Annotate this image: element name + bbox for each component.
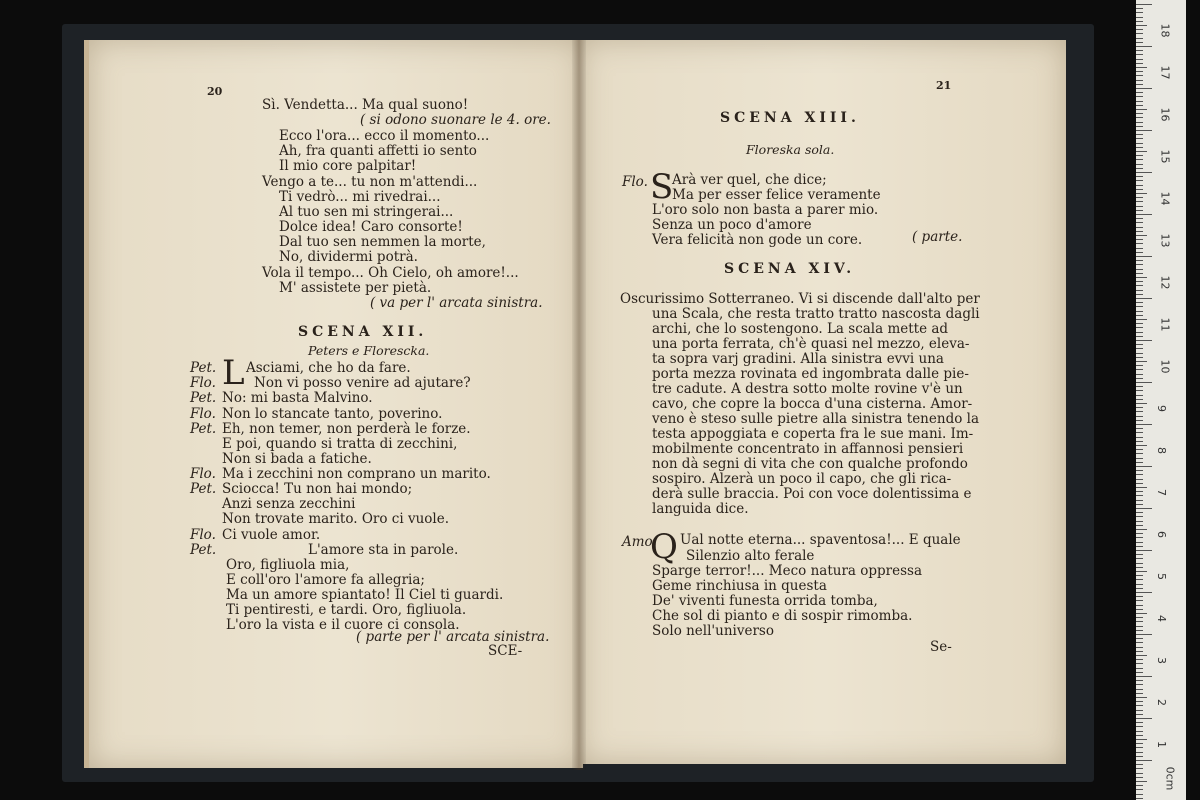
dialogue-line: Anzi senza zecchini <box>222 496 356 512</box>
prose-line: ta sopra varj gradini. Alla sinistra evvi una <box>652 351 944 367</box>
ruler-tick <box>1136 617 1143 618</box>
ruler-tick <box>1136 46 1152 47</box>
ruler-tick <box>1136 21 1143 22</box>
ruler-tick <box>1136 470 1143 471</box>
ruler-tick <box>1136 336 1143 337</box>
ruler-tick <box>1136 705 1143 706</box>
ruler-tick <box>1136 273 1143 274</box>
ruler-label: 16 <box>1158 107 1172 122</box>
ruler-tick <box>1136 248 1143 249</box>
verse-line: Senza un poco d'amore <box>652 217 812 233</box>
ruler-tick <box>1136 420 1143 421</box>
ruler-tick <box>1136 537 1143 538</box>
ruler-tick <box>1136 378 1143 379</box>
ruler-label: 3 <box>1155 657 1168 664</box>
ruler-tick <box>1136 180 1143 181</box>
scene-13-title: SCENA XIII. <box>720 110 860 126</box>
dialogue-line: Asciami, che ho da fare. <box>246 360 411 376</box>
ruler-tick <box>1136 235 1147 236</box>
prose-line: non dà segni di vita che con qualche profondo <box>652 456 968 472</box>
ruler-tick <box>1136 63 1143 64</box>
ruler-tick <box>1136 487 1147 488</box>
ruler-tick <box>1136 630 1143 631</box>
speaker-label: Pet. <box>190 421 217 437</box>
ruler-tick <box>1136 621 1143 622</box>
ruler-tick <box>1136 785 1143 786</box>
ruler-tick <box>1136 651 1143 652</box>
ruler-tick <box>1136 483 1143 484</box>
ruler-tick <box>1136 462 1143 463</box>
ruler-tick <box>1136 558 1143 559</box>
ruler-tick <box>1136 718 1152 719</box>
verse-line: Ual notte eterna... spaventosa!... E quale <box>680 532 961 548</box>
ruler-tick <box>1136 92 1143 93</box>
ruler-tick <box>1136 344 1143 345</box>
speaker-label: Pet. <box>190 542 217 558</box>
speaker-label: Flo. <box>190 375 216 391</box>
verse-line: Sì. Vendetta... Ma qual suono! <box>262 97 469 113</box>
ruler-label: 10 <box>1158 359 1172 374</box>
ruler-tick <box>1136 256 1152 257</box>
ruler-tick <box>1136 789 1143 790</box>
ruler-tick <box>1136 722 1143 723</box>
ruler-tick <box>1136 306 1143 307</box>
ruler-tick <box>1136 605 1143 606</box>
ruler-tick <box>1136 634 1152 635</box>
ruler-tick <box>1136 554 1143 555</box>
ruler-tick <box>1136 353 1143 354</box>
ruler-tick <box>1136 453 1143 454</box>
prose-line: archi, che lo sostengono. La scala mette ad <box>652 321 949 337</box>
verse-line: Ti vedrò... mi rivedrai... <box>279 189 441 205</box>
ruler-tick <box>1136 311 1143 312</box>
ruler-tick <box>1136 109 1147 110</box>
ruler-tick <box>1136 151 1147 152</box>
ruler-tick <box>1136 327 1143 328</box>
catchword-right: Se- <box>930 639 952 655</box>
ruler-label: 9 <box>1155 405 1168 412</box>
verse-line: Al tuo sen mi stringerai... <box>279 204 454 220</box>
ruler-tick <box>1136 428 1143 429</box>
ruler-tick <box>1136 348 1143 349</box>
ruler-tick <box>1136 25 1147 26</box>
ruler-tick <box>1136 424 1152 425</box>
ruler-tick <box>1136 445 1147 446</box>
dialogue-line: Ci vuole amor. <box>222 527 321 543</box>
dialogue-line: L'amore sta in parole. <box>308 542 459 558</box>
ruler-tick <box>1136 374 1143 375</box>
ruler-tick <box>1136 533 1143 534</box>
ruler-tick <box>1136 101 1143 102</box>
verse-line: Vera felicità non gode un core. <box>652 232 863 248</box>
ruler-tick <box>1136 67 1147 68</box>
ruler-tick <box>1136 449 1143 450</box>
ruler-tick <box>1136 365 1143 366</box>
ruler-label: 8 <box>1155 447 1168 454</box>
speaker-label: Flo. <box>190 466 216 482</box>
ruler-tick <box>1136 231 1143 232</box>
ruler-tick <box>1136 752 1143 753</box>
ruler-tick <box>1136 798 1143 799</box>
ruler-tick <box>1136 164 1143 165</box>
ruler-tick <box>1136 495 1143 496</box>
scene-12-title: SCENA XII. <box>298 324 428 340</box>
ruler-tick <box>1136 281 1143 282</box>
ruler-tick <box>1136 697 1147 698</box>
verse-line: Vola il tempo... Oh Cielo, oh amore!... <box>262 265 519 281</box>
ruler-tick <box>1136 130 1152 131</box>
ruler-label: 2 <box>1155 699 1168 706</box>
ruler-tick <box>1136 105 1143 106</box>
ruler-tick <box>1136 71 1143 72</box>
prose-line: mobilmente concentrato in affannosi pensieri <box>652 441 964 457</box>
prose-line: sospiro. Alzerà un poco il capo, che gli rica- <box>652 471 952 487</box>
ruler-tick <box>1136 210 1143 211</box>
dialogue-line: Non trovate marito. Oro ci vuole. <box>222 511 449 527</box>
ruler-tick <box>1136 159 1143 160</box>
ruler-tick <box>1136 600 1143 601</box>
ruler-tick <box>1136 466 1152 467</box>
ruler-tick <box>1136 626 1143 627</box>
prose-line: veno è steso sulle pietre alla sinistra tenendo la <box>652 411 979 427</box>
ruler-tick <box>1136 277 1147 278</box>
ruler-tick <box>1136 512 1143 513</box>
prose-line: derà sulle braccia. Poi con voce dolentissima e <box>652 486 972 502</box>
ruler-tick <box>1136 571 1147 572</box>
verse-line: Sparge terror!... Meco natura oppressa <box>652 563 923 579</box>
ruler-tick <box>1136 269 1143 270</box>
ruler-tick <box>1136 689 1143 690</box>
ruler-tick <box>1136 285 1143 286</box>
prose-line: cavo, che copre la bocca d'una cisterna. Amor- <box>652 396 973 412</box>
verse-line: Arà ver quel, che dice; <box>672 172 827 188</box>
scene-14-title: SCENA XIV. <box>724 261 856 277</box>
ruler-tick <box>1136 332 1143 333</box>
ruler-tick <box>1136 403 1147 404</box>
ruler-tick <box>1136 143 1143 144</box>
verse-line: Solo nell'universo <box>652 623 774 639</box>
speaker-label: Flo. <box>190 527 216 543</box>
ruler-tick <box>1136 596 1143 597</box>
ruler-tick <box>1136 579 1143 580</box>
dialogue-line: No: mi basta Malvino. <box>222 390 373 406</box>
ruler-tick <box>1136 206 1143 207</box>
ruler-tick <box>1136 575 1143 576</box>
ruler-tick <box>1136 567 1143 568</box>
page-number-left: 20 <box>207 85 223 98</box>
ruler-tick <box>1136 12 1143 13</box>
ruler-tick <box>1136 323 1143 324</box>
ruler-tick <box>1136 672 1143 673</box>
ruler-tick <box>1136 563 1143 564</box>
ruler-label: 15 <box>1158 149 1172 164</box>
ruler-tick <box>1136 747 1143 748</box>
speaker-label: Amo. <box>622 534 657 550</box>
ruler-tick <box>1136 386 1143 387</box>
ruler-tick <box>1136 4 1152 5</box>
ruler-tick <box>1136 546 1143 547</box>
ruler-tick <box>1136 668 1143 669</box>
ruler-tick <box>1136 613 1147 614</box>
book-gutter <box>572 40 586 770</box>
ruler-tick <box>1136 214 1152 215</box>
ruler-tick <box>1136 319 1147 320</box>
catchword-left: SCE- <box>488 643 523 659</box>
ruler-tick <box>1136 176 1143 177</box>
ruler-tick <box>1136 59 1143 60</box>
dialogue-line: Oro, figliuola mia, <box>226 557 350 573</box>
prose-line: tre cadute. A destra sotto molte rovine v'è un <box>652 381 963 397</box>
ruler-tick <box>1136 714 1143 715</box>
ruler-tick <box>1136 773 1143 774</box>
ruler-tick <box>1136 88 1152 89</box>
ruler-tick <box>1136 474 1143 475</box>
ruler-tick <box>1136 411 1143 412</box>
ruler-tick <box>1136 479 1143 480</box>
ruler-tick <box>1136 75 1143 76</box>
ruler-tick <box>1136 777 1143 778</box>
ruler-tick <box>1136 647 1143 648</box>
ruler-label: 0cm <box>1163 766 1177 791</box>
ruler-tick <box>1136 655 1147 656</box>
dropcap-l: L <box>222 353 245 393</box>
ruler-label: 1 <box>1155 741 1168 748</box>
dialogue-line: Sciocca! Tu non hai mondo; <box>222 481 413 497</box>
ruler-tick <box>1136 731 1143 732</box>
ruler-tick <box>1136 239 1143 240</box>
ruler-tick <box>1136 441 1143 442</box>
prose-line: Oscurissimo Sotterraneo. Vi si discende dall'alto per <box>620 291 980 307</box>
ruler-tick <box>1136 155 1143 156</box>
verse-line: Ecco l'ora... ecco il momento... <box>279 128 490 144</box>
dialogue-line: E coll'oro l'amore fa allegria; <box>226 572 425 588</box>
ruler-tick <box>1136 768 1143 769</box>
verse-line: Vengo a te... tu non m'attendi... <box>262 174 478 190</box>
prose-line: una Scala, che resta tratto tratto nascosta dagli <box>652 306 980 322</box>
ruler-tick <box>1136 676 1152 677</box>
speaker-label: Pet. <box>190 481 217 497</box>
verse-line: Dolce idea! Caro consorte! <box>279 219 463 235</box>
verse-line: Silenzio alto ferale <box>686 548 815 564</box>
ruler-tick <box>1136 491 1143 492</box>
dialogue-line: Ti pentiresti, e tardi. Oro, figliuola. <box>226 602 467 618</box>
ruler-tick <box>1136 726 1143 727</box>
ruler-tick <box>1136 609 1143 610</box>
ruler-tick <box>1136 8 1143 9</box>
ruler-tick <box>1136 390 1143 391</box>
prose-line: testa appoggiata e coperta fra le sue mani. Im- <box>652 426 974 442</box>
ruler-label: 17 <box>1158 65 1172 80</box>
stage-note: ( va per l' arcata sinistra. <box>370 295 543 311</box>
ruler-tick <box>1136 172 1152 173</box>
ruler-tick <box>1136 592 1152 593</box>
exit-note: ( parte. <box>912 229 963 245</box>
verse-line: Ma per esser felice veramente <box>672 187 881 203</box>
ruler-tick <box>1136 458 1143 459</box>
ruler-tick <box>1136 516 1143 517</box>
ruler-tick <box>1136 382 1152 383</box>
page-number-right: 21 <box>936 79 952 92</box>
ruler-tick <box>1136 764 1143 765</box>
ruler-tick <box>1136 147 1143 148</box>
ruler-label: 6 <box>1155 531 1168 538</box>
dialogue-line: Non lo stancate tanto, poverino. <box>222 406 443 422</box>
ruler-tick <box>1136 189 1143 190</box>
ruler-tick <box>1136 794 1143 795</box>
ruler-label: 11 <box>1158 317 1172 332</box>
ruler-tick <box>1136 588 1143 589</box>
ruler-tick <box>1136 96 1143 97</box>
dialogue-line: Non vi posso venire ad ajutare? <box>254 375 471 391</box>
ruler-tick <box>1136 710 1143 711</box>
dialogue-line: Eh, non temer, non perderà le forze. <box>222 421 471 437</box>
ruler-tick <box>1136 252 1143 253</box>
ruler-tick <box>1136 193 1147 194</box>
ruler-tick <box>1136 504 1143 505</box>
ruler-tick <box>1136 529 1147 530</box>
ruler-tick <box>1136 168 1143 169</box>
ruler-tick <box>1136 298 1152 299</box>
ruler-tick <box>1136 260 1143 261</box>
ruler-tick <box>1136 33 1143 34</box>
ruler-tick <box>1136 185 1143 186</box>
ruler-tick <box>1136 302 1143 303</box>
ruler-tick <box>1136 781 1147 782</box>
ruler-tick <box>1136 542 1143 543</box>
speaker-label: Pet. <box>190 390 217 406</box>
ruler-tick <box>1136 693 1143 694</box>
ruler-tick <box>1136 701 1143 702</box>
ruler-tick <box>1136 50 1143 51</box>
ruler-label: 12 <box>1158 275 1172 290</box>
speaker-label: Flo. <box>622 174 648 190</box>
dropcap-q: Q <box>650 527 678 567</box>
dialogue-line: L'oro la vista e il cuore ci consola. <box>226 617 460 633</box>
ruler-tick <box>1136 525 1143 526</box>
ruler-tick <box>1136 739 1147 740</box>
ruler-tick <box>1136 138 1143 139</box>
ruler-tick <box>1136 369 1143 370</box>
ruler-tick <box>1136 29 1143 30</box>
ruler-tick <box>1136 357 1143 358</box>
ruler-tick <box>1136 222 1143 223</box>
ruler-label: 14 <box>1158 191 1172 206</box>
ruler-tick <box>1136 290 1143 291</box>
ruler-tick <box>1136 197 1143 198</box>
verse-line: M' assistete per pietà. <box>279 280 432 296</box>
speaker-label: Pet. <box>190 360 217 376</box>
ruler-tick <box>1136 122 1143 123</box>
ruler-tick <box>1136 17 1143 18</box>
prose-line: languida dice. <box>652 501 749 517</box>
exit-note: ( parte per l' arcata sinistra. <box>356 629 550 645</box>
dropcap-s: S <box>650 167 674 207</box>
ruler-label: 18 <box>1158 23 1172 38</box>
verse-line: Che sol di pianto e di sospir rimomba. <box>652 608 913 624</box>
ruler-tick <box>1136 756 1143 757</box>
ruler-tick <box>1136 113 1143 114</box>
ruler-label: 7 <box>1155 489 1168 496</box>
speaker-label: Flo. <box>190 406 216 422</box>
ruler-tick <box>1136 227 1143 228</box>
ruler-tick <box>1136 743 1143 744</box>
dialogue-line: Non si bada a fatiche. <box>222 451 372 467</box>
ruler-tick <box>1136 407 1143 408</box>
scene-13-subtitle: Floreska sola. <box>746 142 835 157</box>
ruler-tick <box>1136 218 1143 219</box>
ruler-tick <box>1136 550 1152 551</box>
ruler-tick <box>1136 399 1143 400</box>
ruler-tick <box>1136 80 1143 81</box>
verse-line: De' viventi funesta orrida tomba, <box>652 593 878 609</box>
ruler-tick <box>1136 638 1143 639</box>
prose-line: una porta ferrata, ch'è quasi nel mezzo, eleva- <box>652 336 970 352</box>
ruler-tick <box>1136 432 1143 433</box>
ruler-tick <box>1136 294 1143 295</box>
ruler-tick <box>1136 508 1152 509</box>
ruler-tick <box>1136 584 1143 585</box>
ruler-tick <box>1136 134 1143 135</box>
ruler-tick <box>1136 760 1152 761</box>
ruler-tick <box>1136 42 1143 43</box>
ruler-tick <box>1136 264 1143 265</box>
verse-line: Geme rinchiusa in questa <box>652 578 827 594</box>
ruler-label: 5 <box>1155 573 1168 580</box>
scene-12-subtitle: Peters e Florescka. <box>308 343 430 358</box>
dialogue-line: Ma un amore spiantato! Il Ciel ti guardi. <box>226 587 504 603</box>
ruler-tick <box>1136 201 1143 202</box>
ruler-tick <box>1136 54 1143 55</box>
ruler-tick <box>1136 117 1143 118</box>
ruler-tick <box>1136 684 1143 685</box>
ruler-tick <box>1136 361 1147 362</box>
verse-line: No, dividermi potrà. <box>279 249 418 265</box>
dialogue-line: Ma i zecchini non comprano un marito. <box>222 466 491 482</box>
ruler-label: 4 <box>1155 615 1168 622</box>
ruler-tick <box>1136 680 1143 681</box>
ruler-tick <box>1136 663 1143 664</box>
ruler-tick <box>1136 659 1143 660</box>
ruler-tick <box>1136 126 1143 127</box>
verse-line: Il mio core palpitar! <box>279 158 417 174</box>
ruler-tick <box>1136 340 1152 341</box>
dialogue-line: E poi, quando si tratta di zecchini, <box>222 436 458 452</box>
ruler-tick <box>1136 315 1143 316</box>
stage-note: ( si odono suonare le 4. ore. <box>360 112 551 128</box>
prose-line: porta mezza rovinata ed ingombrata dalle pie- <box>652 366 969 382</box>
verse-line: L'oro solo non basta a parer mio. <box>652 202 879 218</box>
ruler-tick <box>1136 84 1143 85</box>
ruler-tick <box>1136 437 1143 438</box>
ruler-tick <box>1136 243 1143 244</box>
ruler-tick <box>1136 521 1143 522</box>
ruler-tick <box>1136 500 1143 501</box>
ruler-label: 13 <box>1158 233 1172 248</box>
verse-line: Dal tuo sen nemmen la morte, <box>279 234 486 250</box>
ruler-tick <box>1136 735 1143 736</box>
measurement-ruler <box>1136 0 1186 800</box>
ruler-tick <box>1136 416 1143 417</box>
ruler-tick <box>1136 38 1143 39</box>
ruler-tick <box>1136 642 1143 643</box>
verse-line: Ah, fra quanti affetti io sento <box>279 143 477 159</box>
ruler-tick <box>1136 395 1143 396</box>
